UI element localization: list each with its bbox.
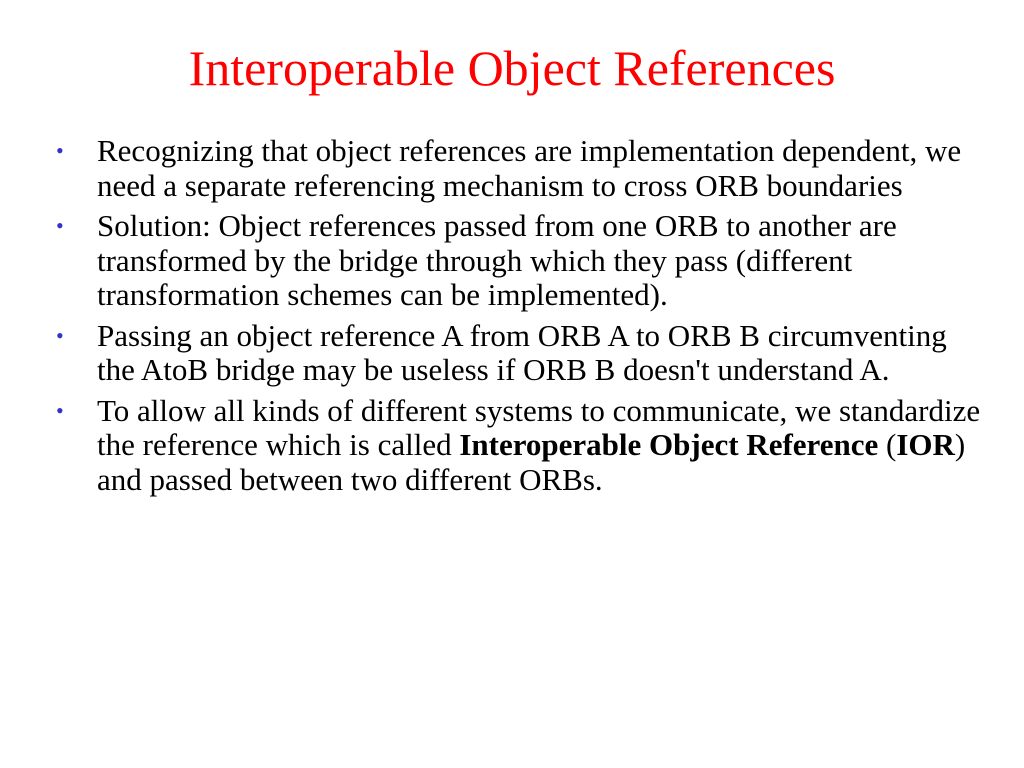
bullet-text: Passing an object reference A from ORB A to ORB B circumventing the AtoB bridge may be useless if ORB B doesn't understand A. [97,317,947,387]
bullet-text-segment: ( [878,427,897,462]
bullet-item [56,209,986,313]
bullet-dot-icon: • [56,397,64,423]
bullet-text-segment: ) and passed between two different ORBs. [97,427,966,497]
bullet-text: Recognizing that object references are implementation dependent, we need a separate referencing mechanism to cross ORB boundaries [97,133,962,203]
bullet-item [56,319,986,388]
bullet-dot-icon: • [56,322,64,348]
bullet-text: Solution: Object references passed from one ORB to another are transformed by the bridge through which they pass (different transformation schemes can be implemented). [97,208,897,312]
bullet-dot-icon: • [56,213,64,238]
bullet-list [56,134,986,503]
bullet-text-segment: To allow all kinds of different systems to communicate, we standardize the reference which is called [97,392,981,462]
bullet-item [56,134,986,203]
bullet-item [56,394,986,498]
bold-term-ior-abbrev: IOR [896,427,955,462]
slide-title: Interoperable Object References [188,40,836,96]
bold-term-ior-full: Interoperable Object Reference [459,427,879,462]
bullet-text [97,393,980,497]
bullet-dot-icon: • [56,138,64,163]
